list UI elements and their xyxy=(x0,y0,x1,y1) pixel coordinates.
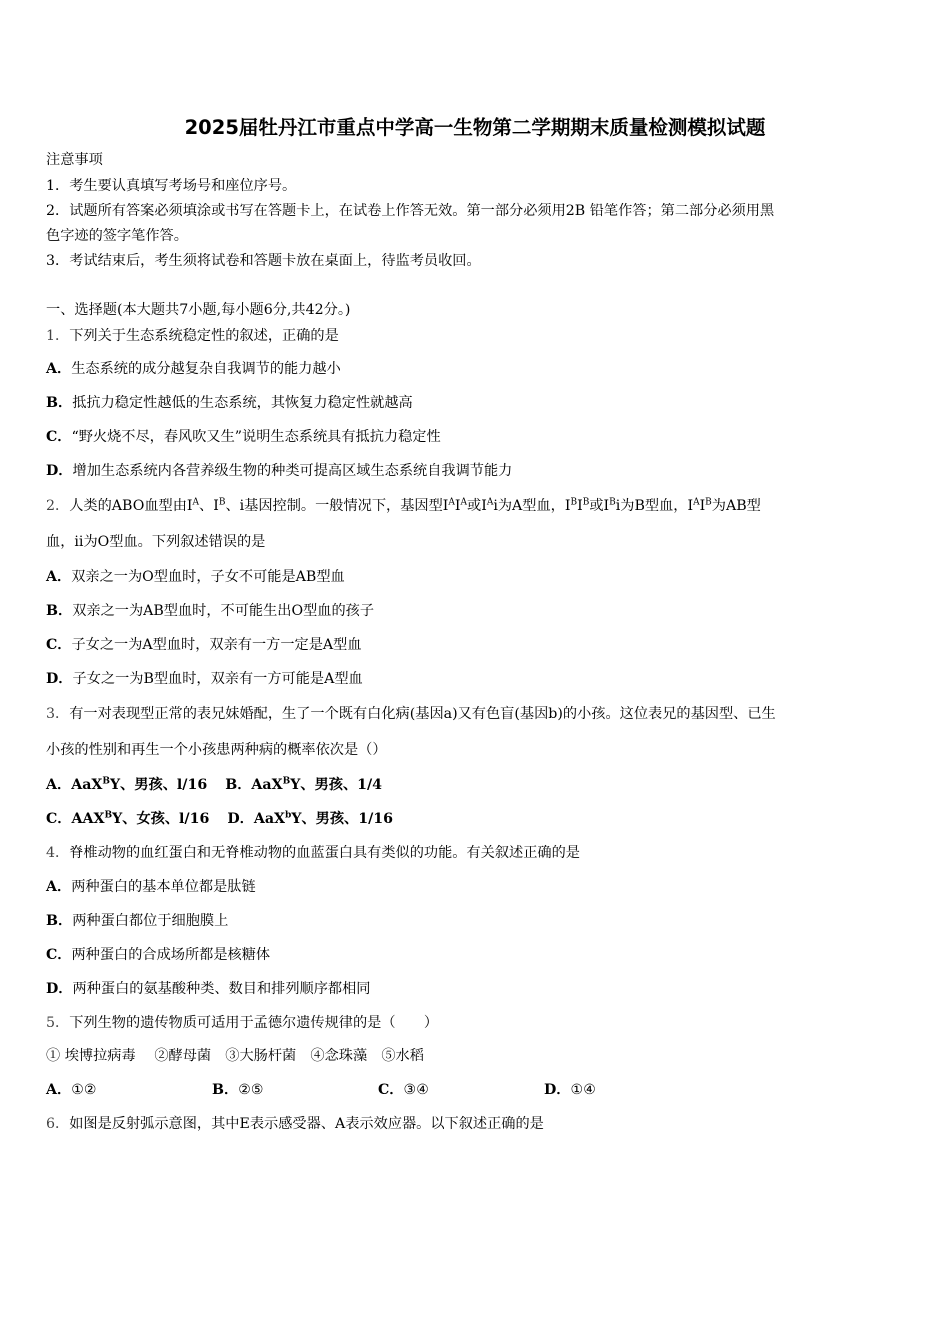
question-2-cont: 血，ii为O型血。下列叙述错误的是 xyxy=(46,534,266,550)
q4-option-b xyxy=(46,911,228,931)
option-text: 双亲之一为AB型血时，不可能生出O型血的孩子 xyxy=(72,603,375,619)
q2-option-a xyxy=(46,567,345,587)
option-text: 双亲之一为O型血时，子女不可能是AB型血 xyxy=(71,569,345,585)
option-text xyxy=(71,811,209,827)
question-number: 4． xyxy=(46,845,70,861)
genotype-rest: Y、男孩、1/4 xyxy=(290,777,383,793)
question-stem: 如图是反射弧示意图，其中E表示感受器、A表示效应器。以下叙述正确的是 xyxy=(69,1116,544,1132)
q1-option-d xyxy=(46,461,512,481)
superscript: A xyxy=(486,497,494,508)
option-text xyxy=(251,777,382,793)
superscript: A xyxy=(693,497,700,508)
option-text xyxy=(71,777,207,793)
question-stem: 下列关于生态系统稳定性的叙述，正确的是 xyxy=(69,328,339,344)
option-letter: B． xyxy=(46,913,73,929)
option-letter: C． xyxy=(46,947,72,963)
option-text: ①④ xyxy=(570,1082,596,1098)
option-text: 增加生态系统内各营养级生物的种类可提高区域生态系统自我调节能力 xyxy=(72,463,513,479)
stem-part: 、I xyxy=(199,498,219,514)
q1-option-c xyxy=(46,427,441,447)
option-letter: A． xyxy=(46,361,72,377)
q1-option-a xyxy=(46,359,341,379)
option-letter: A． xyxy=(46,777,72,793)
option-text: “野火烧不尽，春风吹又生”说明生态系统具有抵抗力稳定性 xyxy=(71,429,441,445)
genotype-base: AAX xyxy=(71,811,105,827)
stem-part: 、i基因控制。一般情况下，基因型I xyxy=(225,498,449,514)
genotype-rest: Y、女孩、l/16 xyxy=(112,811,210,827)
option-letter: D． xyxy=(227,811,254,827)
option-text: 子女之一为A型血时，双亲有一方一定是A型血 xyxy=(71,637,362,653)
superscript: B xyxy=(102,776,111,787)
q4-option-a xyxy=(46,877,256,897)
stem-part: I xyxy=(699,498,706,514)
superscript: A xyxy=(448,497,455,508)
superscript: B xyxy=(582,497,590,508)
genotype-rest: Y、男孩、l/16 xyxy=(110,777,208,793)
genotype-base: AaX xyxy=(71,777,103,793)
question-number: 6． xyxy=(46,1116,70,1132)
stem-part: I xyxy=(454,498,461,514)
superscript: b xyxy=(285,810,292,821)
question-3 xyxy=(46,704,776,724)
question-5 xyxy=(46,1013,438,1033)
q1-option-b xyxy=(46,393,413,413)
question-4 xyxy=(46,843,580,863)
exam-title: 2025届牡丹江市重点中学高一生物第二学期期末质量检测模拟试题 xyxy=(184,116,766,139)
option-text: 生态系统的成分越复杂自我调节的能力越小 xyxy=(71,361,341,377)
stem-part: I xyxy=(577,498,583,514)
question-number: 2． xyxy=(46,498,70,514)
notice-item-2: 2．试题所有答案必须填涂或书写在答题卡上，在试卷上作答无效。第一部分必须用2B 铅笔作答；第二部分必须用黑 xyxy=(46,203,775,219)
genotype-rest: Y、男孩、1/16 xyxy=(291,811,394,827)
option-letter: B． xyxy=(225,777,252,793)
stem-part: 为AB型 xyxy=(711,498,761,514)
option-letter: A． xyxy=(46,1082,72,1098)
q2-option-c xyxy=(46,635,362,655)
question-number: 5． xyxy=(46,1015,70,1031)
question-stem: 下列生物的遗传物质可适用于孟德尔遗传规律的是（ ） xyxy=(69,1015,439,1031)
option-text: ①② xyxy=(71,1082,97,1098)
option-letter: B． xyxy=(212,1082,239,1098)
question-stem: 有一对表现型正常的表兄妹婚配，生了一个既有白化病(基因a)又有色盲(基因b)的小孩。这位表兄的基因型、已生 xyxy=(69,706,776,722)
superscript: B xyxy=(609,497,616,508)
q4-option-d xyxy=(46,979,370,999)
option-text: 子女之一为B型血时，双亲有一方可能是A型血 xyxy=(72,671,363,687)
q5-options xyxy=(46,1080,664,1100)
stem-part: 或I xyxy=(589,498,610,514)
option-letter: D． xyxy=(544,1082,571,1098)
notice-item-1: 1．考生要认真填写考场号和座位序号。 xyxy=(46,178,297,194)
stem-part: i为A型血，I xyxy=(493,498,571,514)
genotype-base: AaX xyxy=(251,777,283,793)
superscript: B xyxy=(218,497,226,508)
option-letter: C． xyxy=(46,637,72,653)
q2-option-b xyxy=(46,601,374,621)
option-text: ③④ xyxy=(403,1082,429,1098)
option-letter: C． xyxy=(378,1082,404,1098)
notice-item-3: 3．考试结束后，考生须将试卷和答题卡放在桌面上，待监考员收回。 xyxy=(46,253,481,269)
option-letter: C． xyxy=(46,811,72,827)
question-number: 1． xyxy=(46,328,70,344)
notice-heading: 注意事项 xyxy=(46,152,103,168)
genotype-base: AaX xyxy=(253,811,286,827)
question-6 xyxy=(46,1114,544,1134)
superscript: A xyxy=(192,497,200,508)
question-1 xyxy=(46,326,339,346)
option-letter: D． xyxy=(46,463,73,479)
option-text: 两种蛋白的合成场所都是核糖体 xyxy=(71,947,271,963)
superscript: B xyxy=(570,497,578,508)
option-letter: B． xyxy=(46,603,73,619)
question-stem: 脊椎动物的血红蛋白和无脊椎动物的血蓝蛋白具有类似的功能。有关叙述正确的是 xyxy=(69,845,580,861)
option-letter: C． xyxy=(46,429,72,445)
stem-part: i为B型血，I xyxy=(615,498,694,514)
superscript: B xyxy=(104,810,113,821)
superscript: B xyxy=(705,497,712,508)
q3-options-row-2 xyxy=(46,809,393,829)
stem-part: 人类的ABO血型由I xyxy=(69,498,193,514)
superscript: A xyxy=(460,497,468,508)
option-letter: B． xyxy=(46,395,73,411)
q2-option-d xyxy=(46,669,363,689)
option-letter: D． xyxy=(46,671,73,687)
option-text: 两种蛋白的氨基酸种类、数目和排列顺序都相同 xyxy=(72,981,371,997)
option-letter: A． xyxy=(46,879,72,895)
q3-options-row-1 xyxy=(46,775,382,795)
option-text: 两种蛋白的基本单位都是肽链 xyxy=(71,879,256,895)
question-3-cont: 小孩的性别和再生一个小孩患两种病的概率依次是（） xyxy=(46,742,387,758)
option-text xyxy=(254,811,393,827)
option-text: 抵抗力稳定性越低的生态系统，其恢复力稳定性就越高 xyxy=(72,395,413,411)
option-text: 两种蛋白都位于细胞膜上 xyxy=(72,913,229,929)
notice-item-2-cont: 色字迹的签字笔作答。 xyxy=(46,228,188,244)
superscript: B xyxy=(282,776,291,787)
section-heading: 一、选择题(本大题共7小题,每小题6分,共42分。) xyxy=(46,302,351,318)
option-letter: D． xyxy=(46,981,73,997)
option-letter: A． xyxy=(46,569,72,585)
q4-option-c xyxy=(46,945,270,965)
q5-organism-list: ① 埃博拉病毒 ②酵母菌 ③大肠杆菌 ④念珠藻 ⑤水稻 xyxy=(46,1048,424,1064)
option-text: ②⑤ xyxy=(238,1082,264,1098)
stem-part: 或I xyxy=(467,498,487,514)
question-number: 3． xyxy=(46,706,70,722)
question-2 xyxy=(46,496,761,516)
